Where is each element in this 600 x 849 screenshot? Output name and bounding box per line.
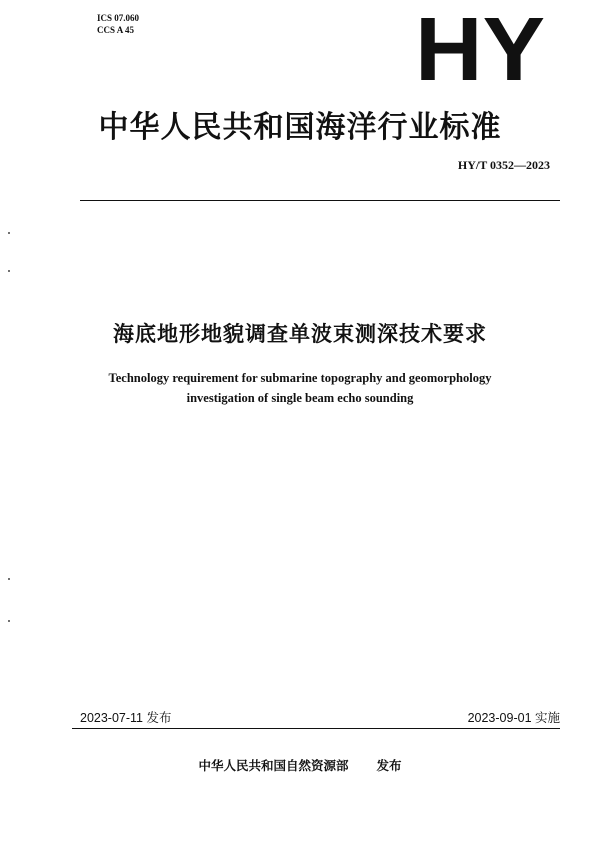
document-title-chinese: 海底地形地貌调查单波束测深技术要求	[113, 322, 487, 346]
footer-divider	[72, 728, 560, 729]
classification-codes	[97, 12, 139, 36]
standard-category-title: 中华人民共和国海洋行业标准	[98, 110, 502, 145]
document-title-english	[0, 368, 600, 408]
scan-speck	[8, 578, 10, 580]
ics-code: ICS 07.060	[97, 13, 140, 23]
hy-logo	[410, 8, 550, 90]
scan-speck	[8, 232, 10, 234]
issuer-action: 发布	[376, 758, 402, 773]
header-divider	[80, 200, 560, 201]
issuing-authority	[0, 756, 600, 774]
standard-number: HY/T 0352—2023	[457, 158, 550, 172]
ccs-code: CCS A 45	[97, 25, 135, 35]
hy-logo-text: HY	[415, 8, 545, 90]
implement-date: 2023-09-01 实施	[467, 711, 560, 725]
english-title-line-1: Technology requirement for submarine topography and geomorphology	[108, 371, 492, 385]
scan-speck	[8, 270, 10, 272]
publish-date: 2023-07-11 发布	[80, 711, 172, 725]
english-title-line-2: investigation of single beam echo sounding	[186, 391, 414, 405]
issuer-name: 中华人民共和国自然资源部	[198, 758, 349, 773]
scan-speck	[8, 620, 10, 622]
